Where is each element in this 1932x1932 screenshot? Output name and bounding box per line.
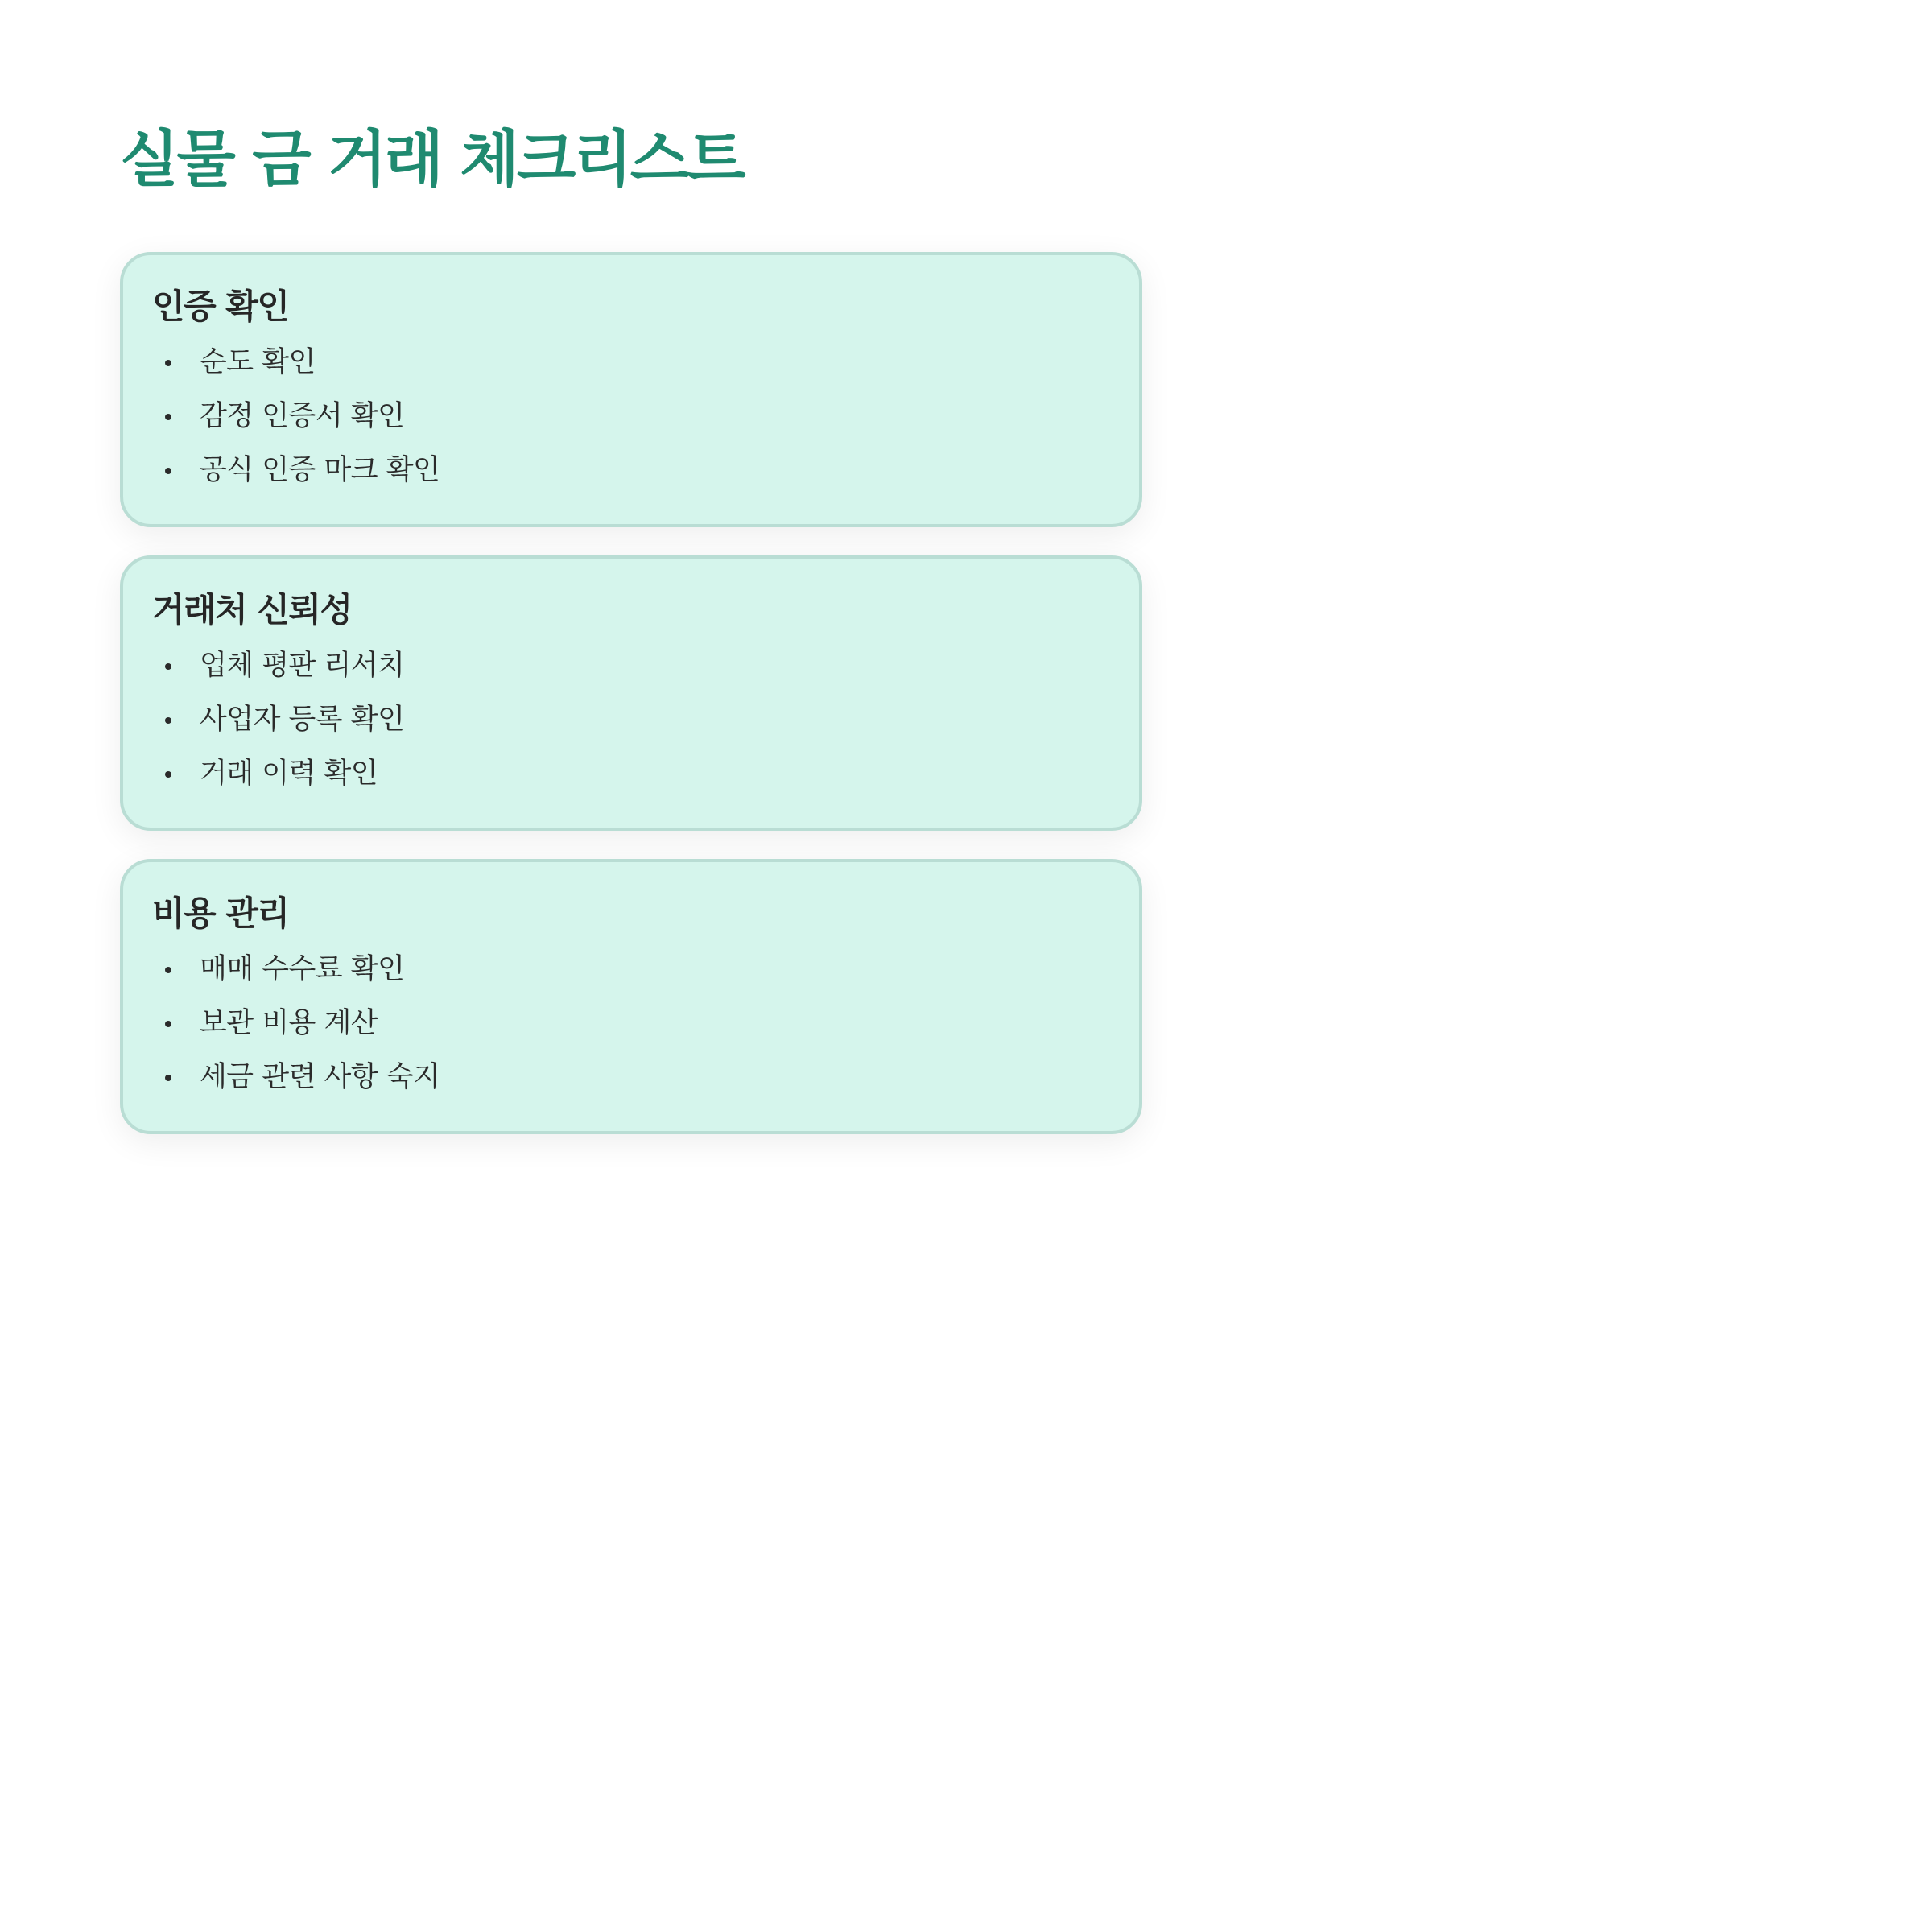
list-item: [152, 753, 1139, 795]
section-card-cost-management: [120, 859, 1142, 1134]
section-heading: 거래처 신뢰성: [152, 590, 352, 630]
list-item-label: 순도 확인: [200, 346, 316, 378]
bullet-icon: [165, 360, 171, 366]
checklist-page: [0, 0, 1249, 1249]
bullet-icon: [165, 717, 171, 724]
section-heading: 비용 관리: [152, 894, 289, 933]
bullet-icon: [165, 468, 171, 474]
section-heading: 인증 확인: [152, 287, 289, 326]
bullet-icon: [165, 414, 171, 420]
list-item: [152, 450, 1139, 491]
list-item: [152, 700, 1139, 741]
list-item-label: 공식 인증 마크 확인: [200, 454, 440, 486]
section-card-dealer-reliability: [120, 555, 1142, 831]
list-item: [152, 396, 1139, 437]
section-card-certification: [120, 252, 1142, 527]
bullet-icon: [165, 967, 171, 973]
section-list: [120, 252, 1142, 1162]
bullet-icon: [165, 771, 171, 778]
list-item: [152, 342, 1139, 383]
list-item: [152, 1003, 1139, 1044]
bullet-icon: [165, 663, 171, 670]
section-item-list: [152, 949, 1139, 1098]
list-item-label: 사업자 등록 확인: [200, 704, 405, 736]
list-item-label: 매매 수수료 확인: [200, 953, 405, 985]
list-item-label: 세금 관련 사항 숙지: [200, 1061, 440, 1093]
section-item-list: [152, 646, 1139, 795]
list-item-label: 업체 평판 리서치: [200, 650, 405, 682]
list-item-label: 감정 인증서 확인: [200, 400, 405, 432]
bullet-icon: [165, 1021, 171, 1027]
page-title: 실물 금 거래 체크리스트: [120, 123, 744, 195]
list-item-label: 보관 비용 계산: [200, 1007, 378, 1039]
list-item: [152, 949, 1139, 990]
list-item: [152, 646, 1139, 687]
section-item-list: [152, 342, 1139, 491]
list-item: [152, 1057, 1139, 1098]
list-item-label: 거래 이력 확인: [200, 758, 378, 790]
bullet-icon: [165, 1075, 171, 1081]
